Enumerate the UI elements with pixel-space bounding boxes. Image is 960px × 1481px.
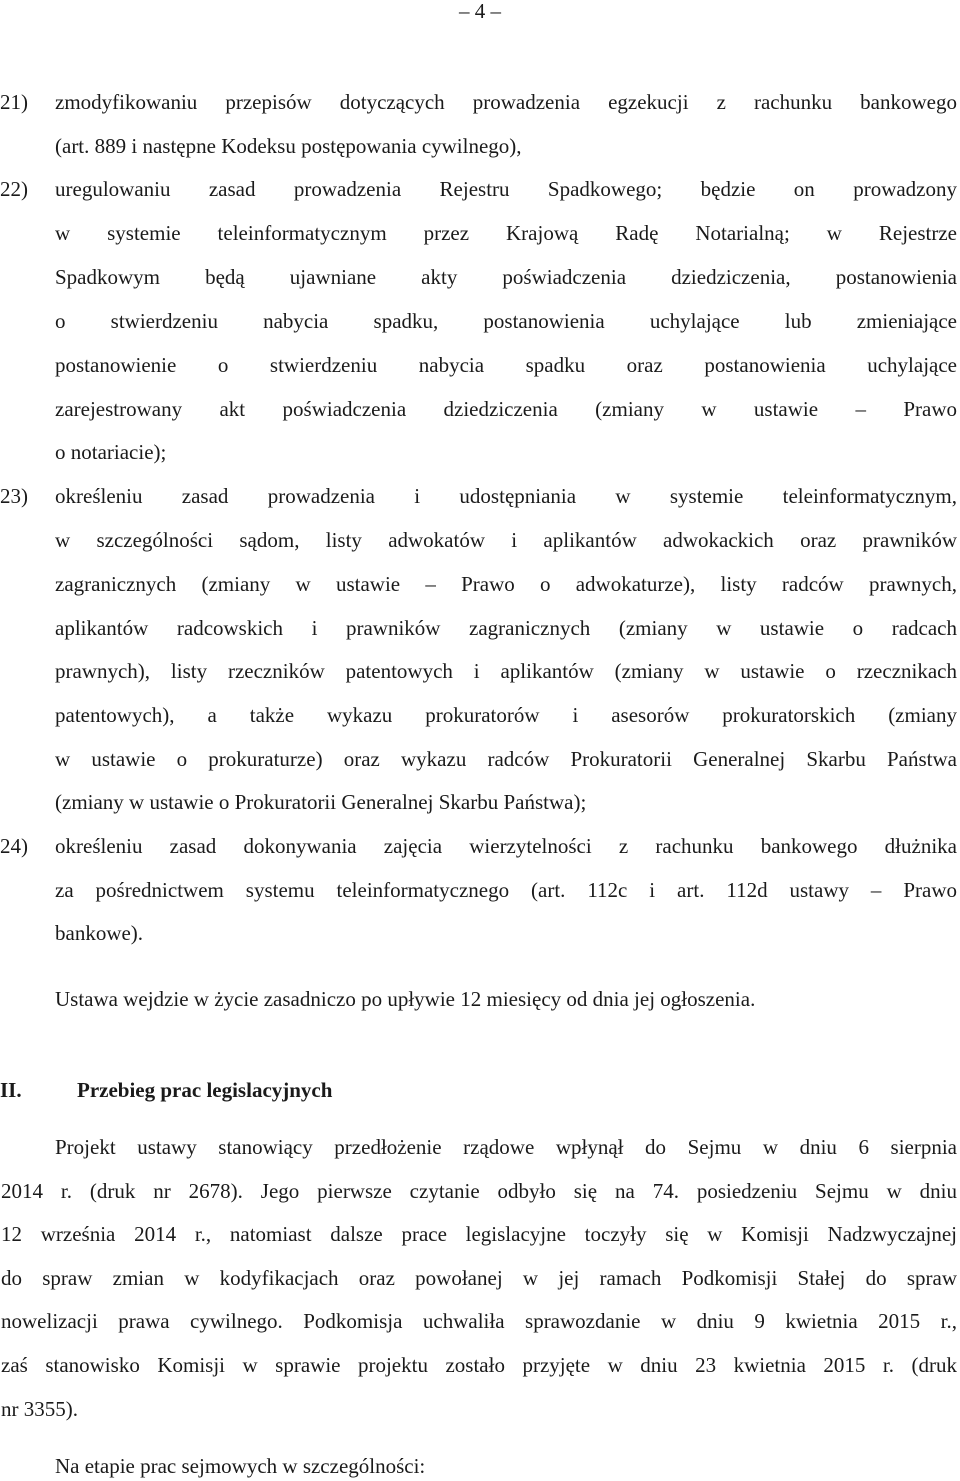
paragraph-text: Projekt ustawy stanowiący przedłożenie rządowe wpłynął do Sejmu w dniu 6 sierpnia — [55, 1135, 957, 1159]
list-item-text: określeniu zasad dokonywania zajęcia wierzytelności z rachunku bankowego dłużnika — [55, 834, 957, 858]
list-item-text: określeniu zasad prowadzenia i udostępniania w systemie teleinformatycznym, — [55, 484, 957, 508]
paragraph-line-7 — [0, 1394, 960, 1424]
list-item-text: w systemie teleinformatycznym przez Krajową Radę Notarialną; w Rejestrze — [55, 221, 957, 245]
list-item-text: zmodyfikowaniu przepisów dotyczących prowadzenia egzekucji z rachunku bankowego — [55, 90, 957, 114]
paragraph-line-6 — [0, 1350, 960, 1380]
list-item-23-line-1 — [0, 481, 960, 511]
list-item-23-line-5 — [0, 656, 960, 686]
list-item-number: 24) — [0, 834, 28, 858]
list-item-22-line-7 — [0, 437, 960, 467]
list-item-23-line-4 — [0, 613, 960, 643]
list-item-text: Spadkowym będą ujawniane akty poświadczenia dziedziczenia, postanowienia — [55, 265, 957, 289]
list-item-23-line-7 — [0, 744, 960, 774]
paragraph-text: zaś stanowisko Komisji w sprawie projektu zostało przyjęte w dniu 23 kwietnia 2015 r. (druk — [1, 1353, 957, 1377]
list-item-text: bankowe). — [55, 921, 144, 945]
list-item-21-line-1 — [0, 87, 960, 117]
paragraph-line-1 — [0, 1132, 960, 1162]
list-item-23-line-6 — [0, 700, 960, 730]
paragraph-text: nowelizacji prawa cywilnego. Podkomisja uchwaliła sprawozdanie w dniu 9 kwietnia 2015 r., — [1, 1309, 957, 1333]
list-item-23-line-2 — [0, 525, 960, 555]
list-item-text: prawnych), listy rzeczników patentowych i aplikantów (zmiany w ustawie o rzecznikach — [55, 659, 957, 683]
list-item-text: patentowych), a także wykazu prokuratorów i asesorów prokuratorskich (zmiany — [55, 703, 957, 727]
page-number: – 4 – — [459, 0, 501, 23]
list-item-23-line-3 — [0, 569, 960, 599]
list-item-22-line-1 — [0, 174, 960, 204]
list-item-24-line-3 — [0, 918, 960, 948]
list-item-text: (zmiany w ustawie o Prokuratorii Generalnej Skarbu Państwa); — [55, 790, 587, 814]
list-item-text: o notariacie); — [55, 440, 167, 464]
list-item-22-line-5 — [0, 350, 960, 380]
paragraph-text: do spraw zmian w kodyfikacjach oraz powołanej w jej ramach Podkomisji Stałej do spraw — [1, 1266, 957, 1290]
section-number: II. — [0, 1078, 22, 1102]
list-item-number: 23) — [0, 484, 28, 508]
list-item-22-line-2 — [0, 218, 960, 248]
list-item-number: 22) — [0, 177, 28, 201]
paragraph-line-2 — [0, 1176, 960, 1206]
paragraph-text: 2014 r. (druk nr 2678). Jego pierwsze czytanie odbyło się na 74. posiedzeniu Sejmu w dniu — [1, 1179, 957, 1203]
section-heading — [0, 1075, 960, 1105]
list-item-text: za pośrednictwem systemu teleinformatycznego (art. 112c i art. 112d ustawy – Prawo — [55, 878, 957, 902]
effective-date-text: Ustawa wejdzie w życie zasadniczo po upływie 12 miesięcy od dnia jej ogłoszenia. — [55, 987, 756, 1011]
list-item-22-line-6 — [0, 394, 960, 424]
list-item-23-line-8 — [0, 787, 960, 817]
list-item-text: o stwierdzeniu nabycia spadku, postanowienia uchylające lub zmieniające — [55, 309, 957, 333]
paragraph-line-5 — [0, 1306, 960, 1336]
section-title: Przebieg prac legislacyjnych — [77, 1078, 333, 1102]
paragraph-text: nr 3355). — [1, 1397, 78, 1421]
list-item-number: 21) — [0, 90, 28, 114]
list-item-text: zarejestrowany akt poświadczenia dziedziczenia (zmiany w ustawie – Prawo — [55, 397, 957, 421]
final-line-text: Na etapie prac sejmowych w szczególności: — [55, 1454, 426, 1478]
list-item-text: w ustawie o prokuraturze) oraz wykazu radców Prokuratorii Generalnej Skarbu Państwa — [55, 747, 957, 771]
paragraph-line-3 — [0, 1219, 960, 1249]
list-item-22-line-3 — [0, 262, 960, 292]
list-item-21-line-2 — [0, 131, 960, 161]
effective-date-note — [0, 984, 960, 1014]
list-item-24-line-1 — [0, 831, 960, 861]
paragraph-line-4 — [0, 1263, 960, 1293]
list-item-24-line-2 — [0, 875, 960, 905]
list-item-text: (art. 889 i następne Kodeksu postępowania cywilnego), — [55, 134, 522, 158]
list-item-22-line-4 — [0, 306, 960, 336]
list-item-text: w szczególności sądom, listy adwokatów i aplikantów adwokackich oraz prawników — [55, 528, 957, 552]
list-item-text: aplikantów radcowskich i prawników zagranicznych (zmiany w ustawie o radcach — [55, 616, 957, 640]
list-item-text: uregulowaniu zasad prowadzenia Rejestru Spadkowego; będzie on prowadzony — [55, 177, 957, 201]
list-item-text: zagranicznych (zmiany w ustawie – Prawo o adwokaturze), listy radców prawnych, — [55, 572, 957, 596]
final-line — [0, 1451, 960, 1481]
list-item-text: postanowienie o stwierdzeniu nabycia spadku oraz postanowienia uchylające — [55, 353, 957, 377]
paragraph-text: 12 września 2014 r., natomiast dalsze prace legislacyjne toczyły się w Komisji Nadzwyczajnej — [1, 1222, 957, 1246]
